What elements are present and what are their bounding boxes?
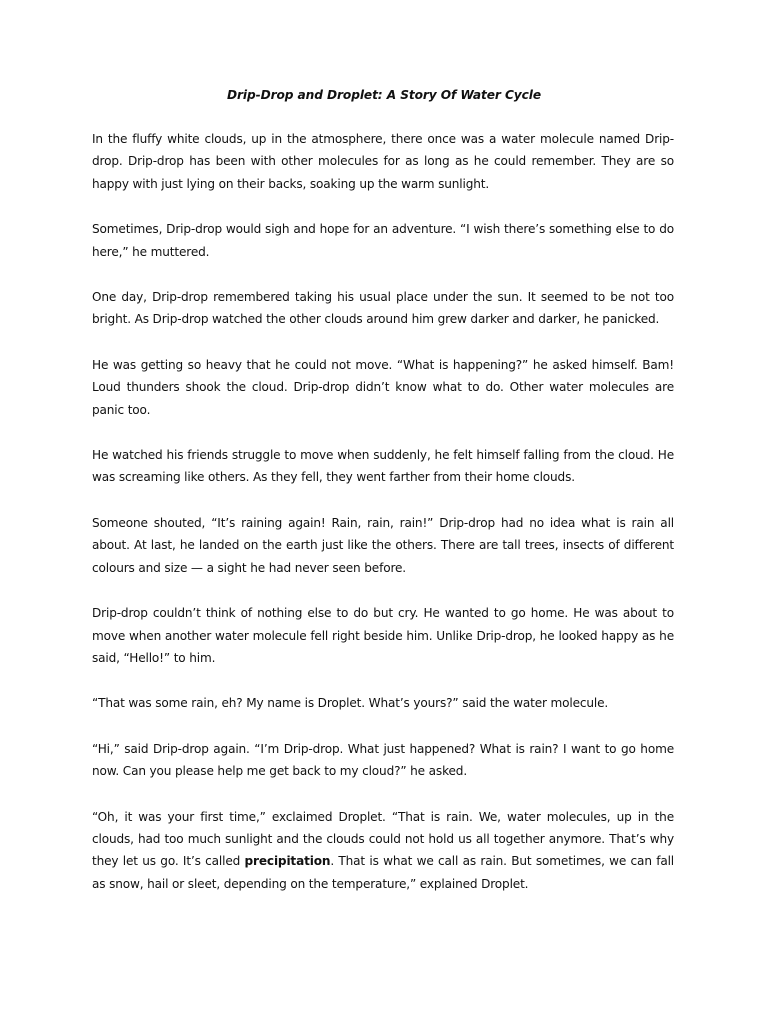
paragraph-2: Sometimes, Drip-drop would sigh and hope for an adventure. “I wish there’s something else to do here,” he muttered. (92, 222, 674, 259)
paragraph-6: Someone shouted, “It’s raining again! Rain, rain, rain!” Drip-drop had no idea what is rain all about. At last, he landed on the earth just like the others. There are tall trees, insects of different colours and size — a sight he had never seen before. (92, 515, 674, 575)
paragraph-5: He watched his friends struggle to move when suddenly, he felt himself falling from the cloud. He was screaming like others. As they fell, they went farther from their home clouds. (92, 448, 674, 485)
paragraph-3: One day, Drip-drop remembered taking his usual place under the sun. It seemed to be not too bright. As Drip-drop watched the other clouds around him grew darker and darker, he panicked. (92, 290, 674, 327)
paragraph-10 (92, 806, 674, 896)
paragraph-4: He was getting so heavy that he could not move. “What is happening?” he asked himself. Bam! Loud thunders shook the cloud. Drip-drop didn’t know what to do. Other water molecules are panic too. (92, 357, 674, 417)
paragraph-8: “That was some rain, eh? My name is Droplet. What’s yours?” said the water molecule. (92, 696, 609, 711)
document-title: Drip-Drop and Droplet: A Story Of Water Cycle (226, 88, 542, 102)
paragraph-7: Drip-drop couldn’t think of nothing else to do but cry. He wanted to go home. He was about to move when another water molecule fell right beside him. Unlike Drip-drop, he looked happy as he said, “Hello!” to him. (92, 606, 674, 665)
paragraph-10-end: . That is what we call as rain. But sometimes, we can fall as snow, hail or sleet, depending on the temperature,” explained Droplet. (92, 854, 675, 891)
paragraph-10-start: “Oh, it was your first time,” exclaimed Droplet. “That is rain. We, water molecules, up in the clouds, had too much sunlight and the clouds could not hold us all together anymore. That’s why they let us go. It’s called (92, 809, 674, 869)
paragraph-9: “Hi,” said Drip-drop again. “I’m Drip-drop. What just happened? What is rain? I want to go home now. Can you please help me get back to my cloud?” he asked. (92, 741, 674, 779)
story-body (92, 128, 674, 895)
paragraph-1: In the fluffy white clouds, up in the atmosphere, there once was a water molecule named Drip-drop. Drip-drop has been with other molecules for as long as he could remember. They are so happy with just lying on their backs, soaking up the warm sunlight. (92, 132, 674, 191)
precipitation-term: precipitation (244, 854, 331, 869)
